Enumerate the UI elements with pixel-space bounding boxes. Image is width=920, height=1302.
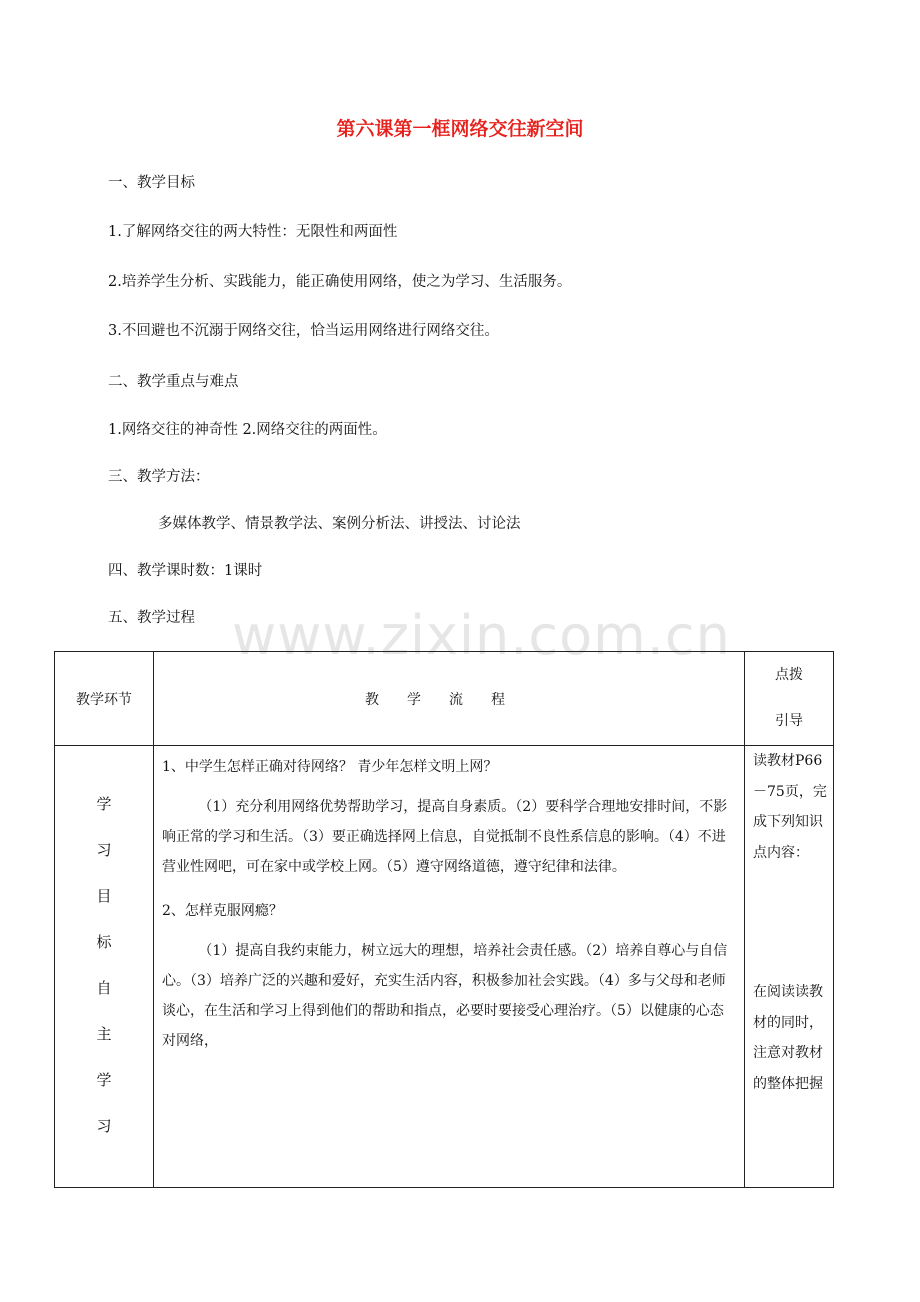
flow-answer-1: （1）充分利用网络优势帮助学习，提高自身素质。（2）要科学合理地安排时间，不影响正常的学习和生活。（3）要正确选择网上信息，自觉抵制不良性系信息的影响。（4）不进营业性网吧，可在家中或学校上网。（5）遵守网络道德，遵守纪律和法律。: [162, 799, 728, 875]
process-table: [54, 651, 834, 1188]
class-hours: 四、教学课时数：1课时: [108, 563, 263, 579]
header-guide-line1: 点拨: [775, 667, 803, 683]
flow-answer-2: （1）提高自我约束能力，树立远大的理想，培养社会责任感。（2）培养自尊心与自信心。（3）培养广泛的兴趣和爱好，充实生活内容，积极参加社会实践。（4）多与父母和老师谈心，在生活和学习上得到他们的帮助和指点，必要时要接受心理治疗。（5）以健康的心态对网络，: [162, 943, 728, 1049]
goal-2: 2.培养学生分析、实践能力，能正确使用网络，使之为学习、生活服务。: [108, 274, 572, 290]
goal-3: 3.不回避也不沉溺于网络交往，恰当运用网络进行网络交往。: [108, 323, 499, 339]
stage-char: 学: [96, 1071, 112, 1089]
stage-char: 学: [96, 795, 112, 813]
flow-question-2: 2、怎样克服网瘾？: [162, 903, 283, 919]
key-points-heading: 二、教学重点与难点: [108, 374, 239, 390]
stage-char: 目: [96, 887, 112, 905]
table-row: [55, 746, 834, 1188]
guide-cell: [745, 746, 834, 1188]
flow-question-1: 1、中学生怎样正确对待网络？ 青少年怎样文明上网？: [162, 759, 498, 775]
header-flow: 教学流程: [154, 652, 745, 746]
document-title: 第六课第一框网络交往新空间: [336, 118, 584, 140]
stage-char: 习: [96, 1117, 112, 1135]
methods-heading: 三、教学方法：: [108, 469, 210, 485]
key-points: 1.网络交往的神奇性 2.网络交往的两面性。: [108, 422, 387, 438]
process-heading: 五、教学过程: [108, 610, 195, 626]
guide-note-2: 在阅读读教材的同时，注意对教材的整体把握: [753, 984, 823, 1092]
header-guide: [745, 652, 834, 746]
flow-cell: [154, 746, 745, 1188]
header-guide-line2: 引导: [775, 713, 803, 729]
stage-cell: [55, 746, 154, 1188]
goal-1: 1.了解网络交往的两大特性：无限性和两面性: [108, 224, 398, 240]
guide-note-1: 读教材P66－75页，完成下列知识点内容：: [753, 753, 827, 861]
watermark: www.zixin.com.cn: [232, 604, 731, 667]
goals-heading: 一、教学目标: [108, 175, 195, 191]
header-stage: 教学环节: [55, 652, 154, 746]
stage-char: 标: [96, 933, 112, 951]
methods-list: 多媒体教学、情景教学法、案例分析法、讲授法、讨论法: [158, 516, 521, 532]
stage-char: 习: [96, 841, 112, 859]
table-header-row: [55, 652, 834, 746]
stage-char: 主: [96, 1025, 112, 1043]
stage-char: 自: [96, 979, 112, 997]
